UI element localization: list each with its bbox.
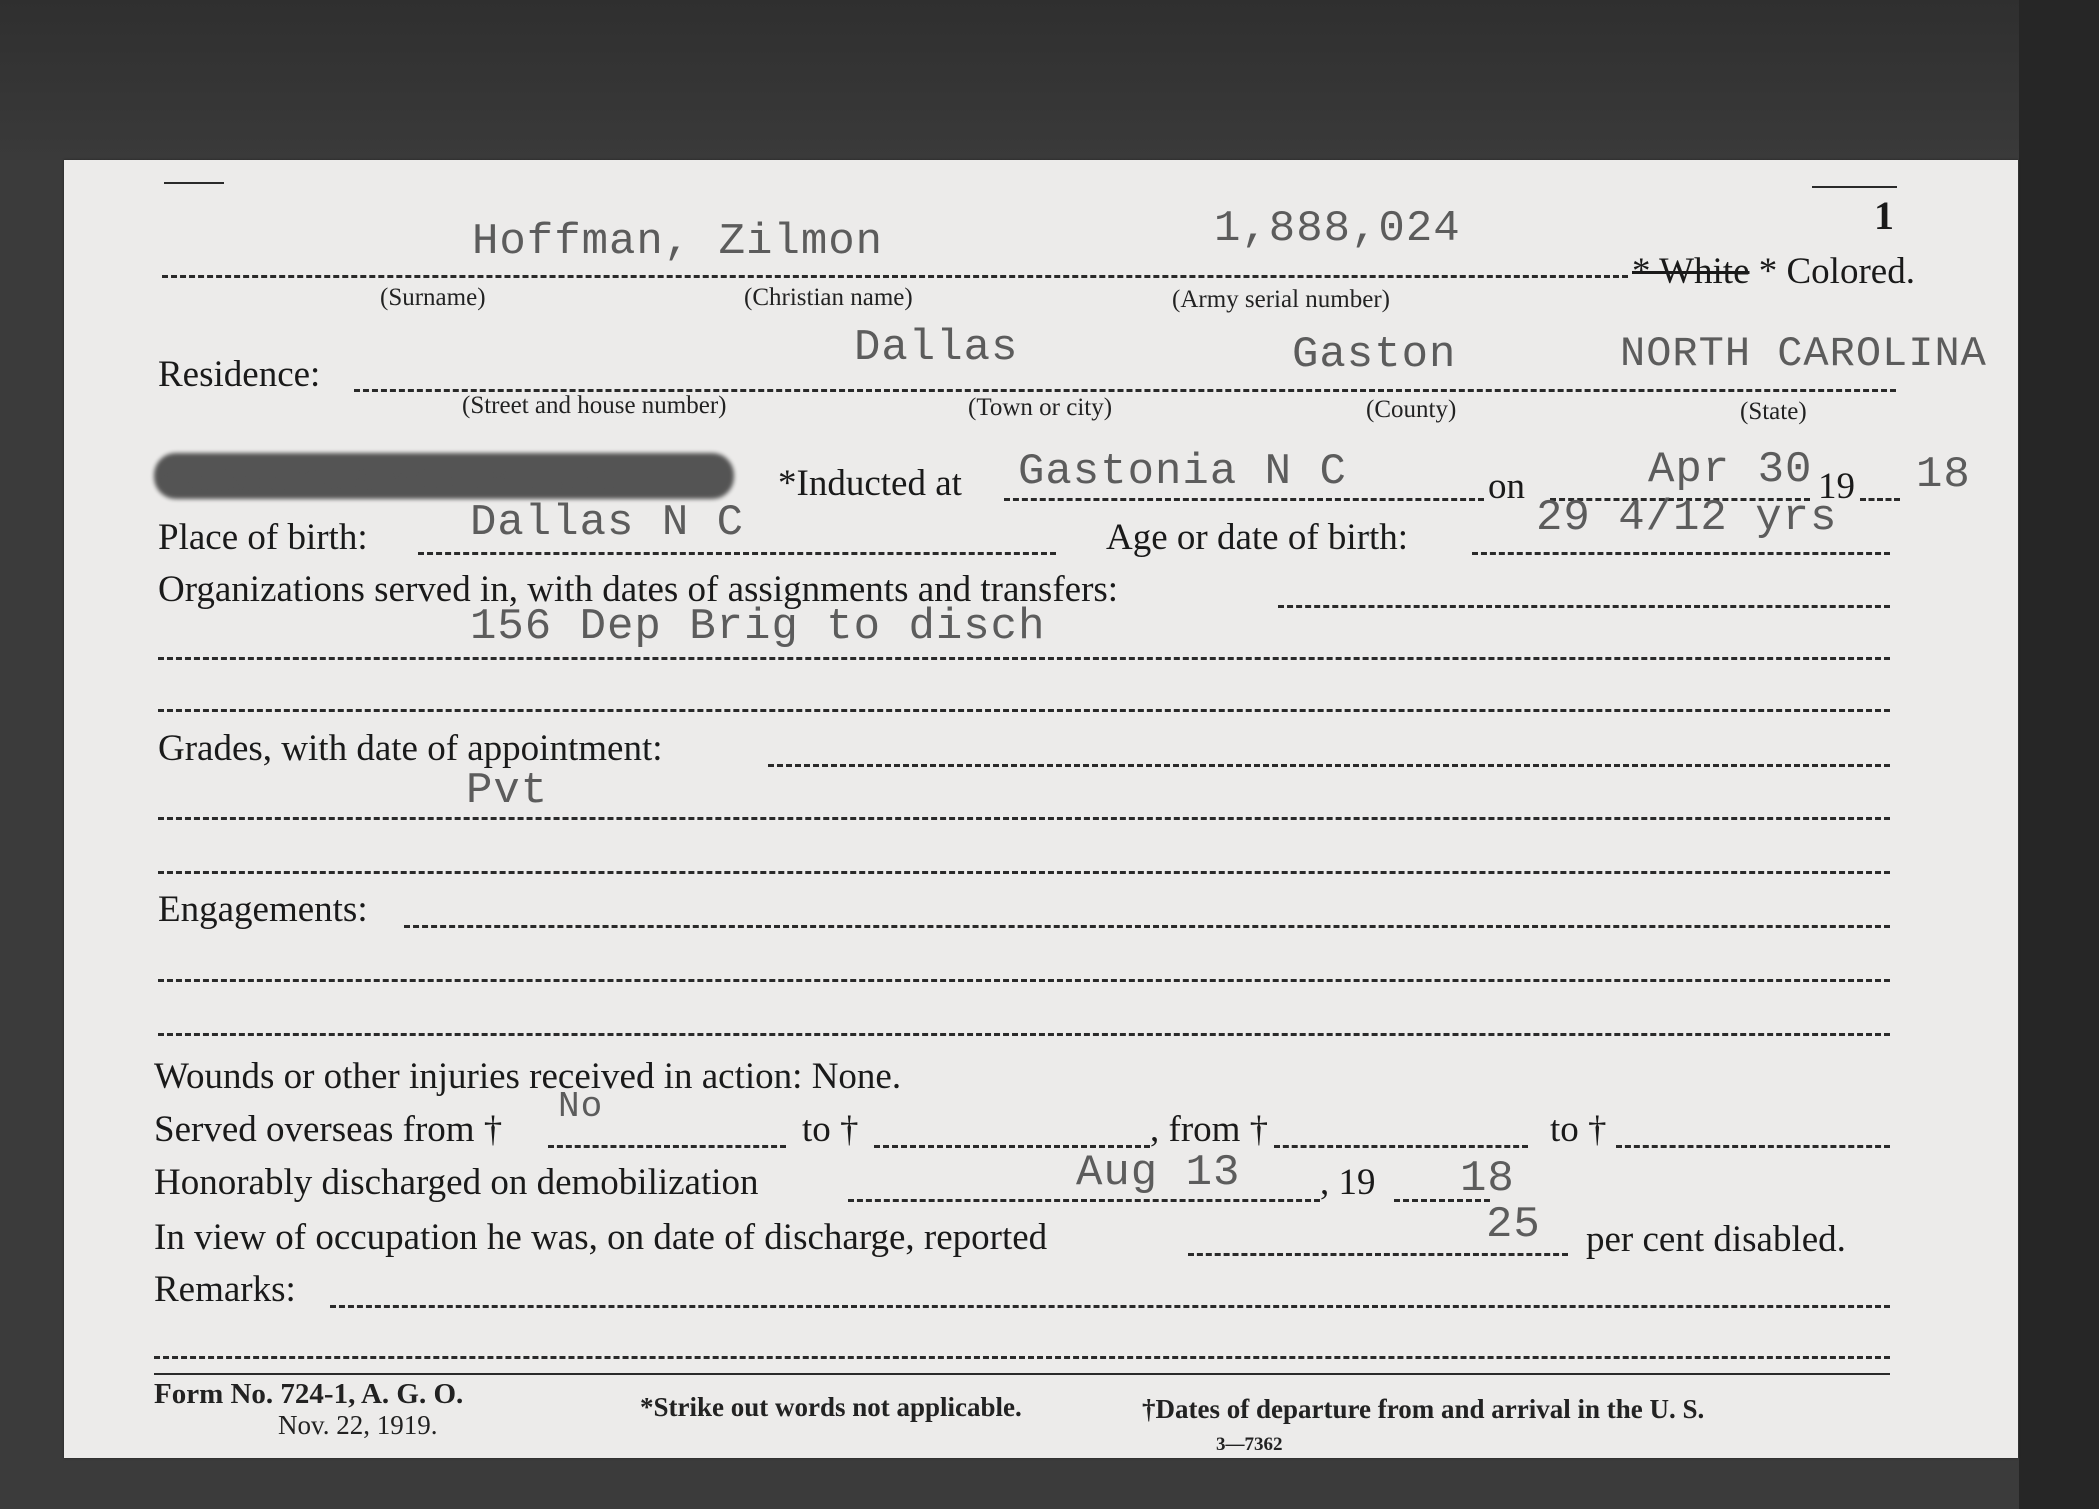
organizations-line-2 — [158, 657, 1890, 660]
discharge-year-line — [1394, 1199, 1490, 1202]
print-code: 3—7362 — [1216, 1434, 1283, 1455]
caption-street: (Street and house number) — [462, 392, 727, 419]
page-number: 1 — [1874, 193, 1894, 238]
form-number: Form No. 724-1, A. G. O. — [154, 1378, 464, 1410]
residence-county-value: Gaston — [1292, 330, 1457, 380]
birth-place-value: Dallas N C — [470, 498, 745, 548]
engagements-line-3 — [158, 1033, 1890, 1036]
caption-serial-number: (Army serial number) — [1172, 286, 1390, 313]
occupation-label: In view of occupation he was, on date of discharge, reported — [154, 1217, 1048, 1258]
overseas-from-label-2: , from † — [1150, 1109, 1269, 1150]
discharge-year-value: 18 — [1460, 1154, 1515, 1204]
form-date: Nov. 22, 1919. — [278, 1410, 438, 1440]
name-line — [162, 275, 1628, 278]
grades-label: Grades, with date of appointment: — [158, 728, 663, 769]
overseas-from-line-2 — [1274, 1145, 1528, 1148]
disabled-suffix: per cent disabled. — [1586, 1219, 1846, 1260]
enlisted-options-struck: *Enlisted *R. A. *N. G. *E. R. C. — [158, 462, 618, 499]
residence-state-value: NORTH CAROLINA — [1620, 330, 1987, 378]
remarks-line-1 — [330, 1305, 1890, 1308]
grade-value: Pvt — [466, 766, 549, 816]
residence-town-value: Dallas — [854, 323, 1019, 373]
inducted-place-value: Gastonia N C — [1018, 447, 1347, 497]
inducted-year-value: 18 — [1916, 450, 1971, 500]
grades-line-3 — [158, 871, 1890, 874]
birth-place-line — [418, 552, 1056, 555]
overseas-value: No — [558, 1086, 604, 1127]
scanner-background-right — [2019, 0, 2099, 1509]
remarks-label: Remarks: — [154, 1269, 296, 1310]
engagements-line-2 — [158, 979, 1890, 982]
discharge-date-value: Aug 13 — [1076, 1148, 1241, 1198]
caption-state: (State) — [1740, 398, 1807, 425]
overseas-label: Served overseas from † — [154, 1109, 503, 1150]
race-options — [1632, 250, 1915, 293]
top-left-rule — [164, 182, 224, 184]
birth-place-label: Place of birth: — [158, 517, 368, 558]
age-label: Age or date of birth: — [1106, 517, 1409, 558]
scanner-background-top — [0, 0, 2099, 160]
footnote-strike-out: *Strike out words not applicable. — [640, 1392, 1022, 1422]
organizations-line-3 — [158, 709, 1890, 712]
discharge-year-prefix: , 19 — [1320, 1162, 1376, 1203]
inducted-year-prefix: 19 — [1818, 466, 1855, 507]
on-label: on — [1488, 466, 1525, 507]
disability-line — [1188, 1253, 1568, 1256]
grades-line-1 — [768, 764, 1890, 767]
surname-value: Hoffman, Zilmon — [472, 217, 884, 267]
engagements-label: Engagements: — [158, 889, 368, 930]
overseas-to-label-2: to † — [1550, 1109, 1607, 1150]
serial-number-value: 1,888,024 — [1214, 204, 1461, 254]
engagements-line-1 — [404, 925, 1890, 928]
discharge-label: Honorably discharged on demobilization — [154, 1162, 759, 1203]
age-line — [1472, 552, 1890, 555]
caption-christian-name: (Christian name) — [744, 284, 913, 311]
organization-value: 156 Dep Brig to disch — [470, 602, 1046, 652]
inducted-place-line — [1004, 498, 1484, 501]
race-colored: * Colored. — [1758, 251, 1915, 292]
organizations-line-1 — [1278, 605, 1890, 608]
inducted-year-line — [1860, 498, 1900, 501]
caption-surname: (Surname) — [380, 284, 486, 311]
caption-town: (Town or city) — [968, 394, 1113, 421]
wounds-line: Wounds or other injuries received in action: None. — [154, 1056, 902, 1097]
service-record-card — [64, 160, 2018, 1458]
organizations-label: Organizations served in, with dates of assignments and transfers: — [158, 569, 1119, 610]
overseas-from-line — [548, 1145, 786, 1148]
residence-label: Residence: — [158, 354, 321, 395]
overseas-to-line-2 — [1616, 1145, 1890, 1148]
inducted-label: *Inducted at — [778, 463, 962, 504]
top-right-rule — [1812, 186, 1897, 188]
footnote-dates: †Dates of departure from and arrival in the U. S. — [1142, 1394, 1705, 1424]
age-value: 29 4/12 yrs — [1536, 493, 1838, 543]
footer-rule — [154, 1373, 1890, 1375]
race-white-struck: * White — [1632, 251, 1750, 292]
remarks-line-2 — [154, 1356, 1890, 1359]
caption-county: (County) — [1366, 396, 1457, 423]
discharge-date-line — [848, 1199, 1320, 1202]
grades-line-2 — [158, 817, 1890, 820]
inducted-date-value: Apr 30 — [1648, 445, 1813, 495]
overseas-to-label: to † — [802, 1109, 859, 1150]
disability-percent-value: 25 — [1486, 1200, 1541, 1250]
